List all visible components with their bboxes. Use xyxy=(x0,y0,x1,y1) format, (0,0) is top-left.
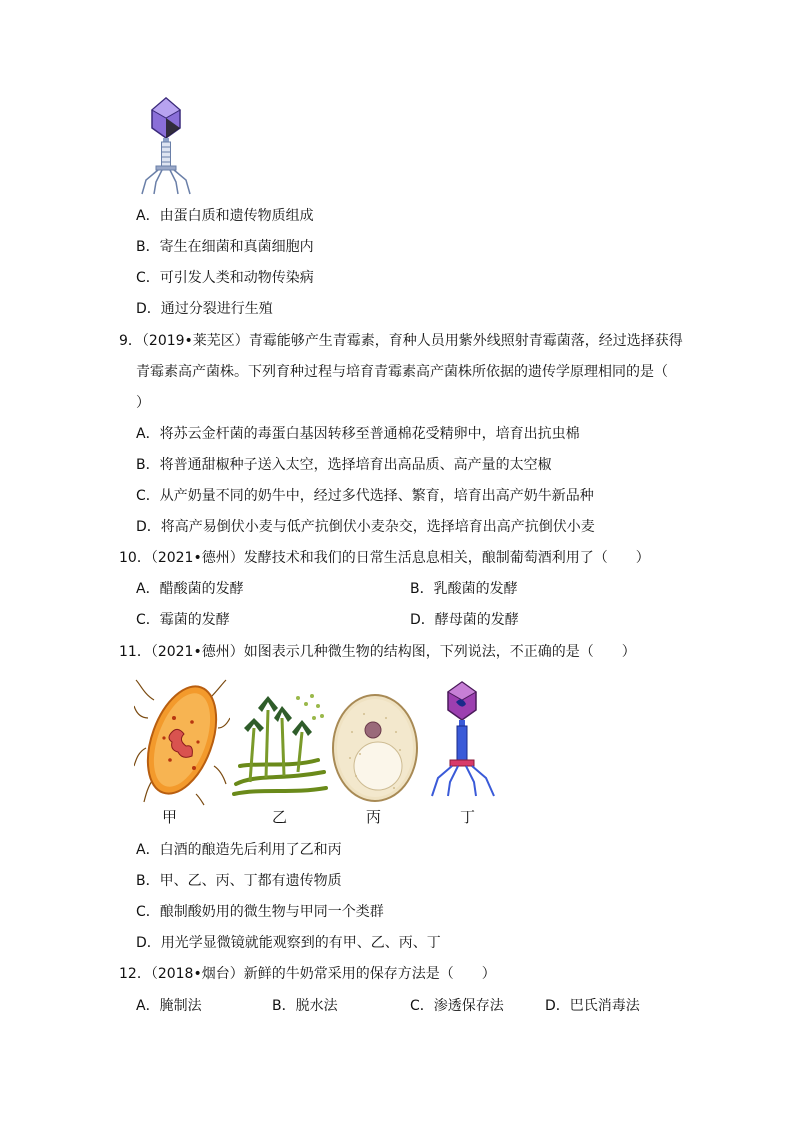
q12-stem: 12．（2018•烟台）新鲜的牛奶常采用的保存方法是（ ） xyxy=(119,966,496,982)
q8-option-a: A．由蛋白质和遗传物质组成 xyxy=(136,208,314,224)
q12-option-c: C．渗透保存法 xyxy=(410,998,504,1014)
label-bing: 丙 xyxy=(366,808,382,826)
q12-option-d: D．巴氏消毒法 xyxy=(545,998,640,1014)
q9-stem-line3: ） xyxy=(136,395,150,411)
label-ding: 丁 xyxy=(460,808,476,826)
q10-option-c: C．霉菌的发酵 xyxy=(136,612,230,628)
yeast-figure xyxy=(330,692,420,804)
q12-option-b: B．脱水法 xyxy=(272,998,338,1014)
q8-option-c: C．可引发人类和动物传染病 xyxy=(136,270,314,286)
q11-option-d: D．用光学显微镜就能观察到的有甲、乙、丙、丁 xyxy=(136,935,441,951)
q9-stem-line2: 青霉素高产菌株。下列育种过程与培育青霉素高产菌株所依据的遗传学原理相同的是（ xyxy=(136,364,668,380)
q10-stem: 10．（2021•德州）发酵技术和我们的日常生活息息相关，酿制葡萄酒利用了（ ） xyxy=(119,550,650,566)
q9-option-b: B．将普通甜椒种子送入太空，选择培育出高品质、高产量的太空椒 xyxy=(136,457,552,473)
label-jia: 甲 xyxy=(162,808,178,826)
bacteriophage-figure xyxy=(138,96,194,196)
q10-option-a: A．醋酸菌的发酵 xyxy=(136,581,244,597)
mold-figure xyxy=(232,688,328,798)
q8-option-b: B．寄生在细菌和真菌细胞内 xyxy=(136,239,314,255)
q8-option-d: D．通过分裂进行生殖 xyxy=(136,301,273,317)
bacterium-figure xyxy=(134,678,230,806)
q11-option-b: B．甲、乙、丙、丁都有遗传物质 xyxy=(136,873,342,889)
virus-figure xyxy=(428,680,500,798)
q9-option-d: D．将高产易倒伏小麦与低产抗倒伏小麦杂交，选择培育出高产抗倒伏小麦 xyxy=(136,519,595,535)
q10-option-b: B．乳酸菌的发酵 xyxy=(410,581,518,597)
q9-option-a: A．将苏云金杆菌的毒蛋白基因转移至普通棉花受精卵中，培育出抗虫棉 xyxy=(136,426,580,442)
q11-stem: 11．（2021•德州）如图表示几种微生物的结构图，下列说法，不正确的是（ ） xyxy=(119,644,636,660)
q11-option-c: C．酿制酸奶用的微生物与甲同一个类群 xyxy=(136,904,384,920)
q10-option-d: D．酵母菌的发酵 xyxy=(410,612,519,628)
q11-option-a: A．白酒的酿造先后利用了乙和丙 xyxy=(136,842,342,858)
q9-stem-line1: 9．（2019•莱芜区）青霉能够产生青霉素，育种人员用紫外线照射青霉菌落，经过选择获得 xyxy=(119,333,683,349)
q12-option-a: A．腌制法 xyxy=(136,998,202,1014)
label-yi: 乙 xyxy=(272,808,288,826)
q9-option-c: C．从产奶量不同的奶牛中，经过多代选择、繁育，培育出高产奶牛新品种 xyxy=(136,488,594,504)
